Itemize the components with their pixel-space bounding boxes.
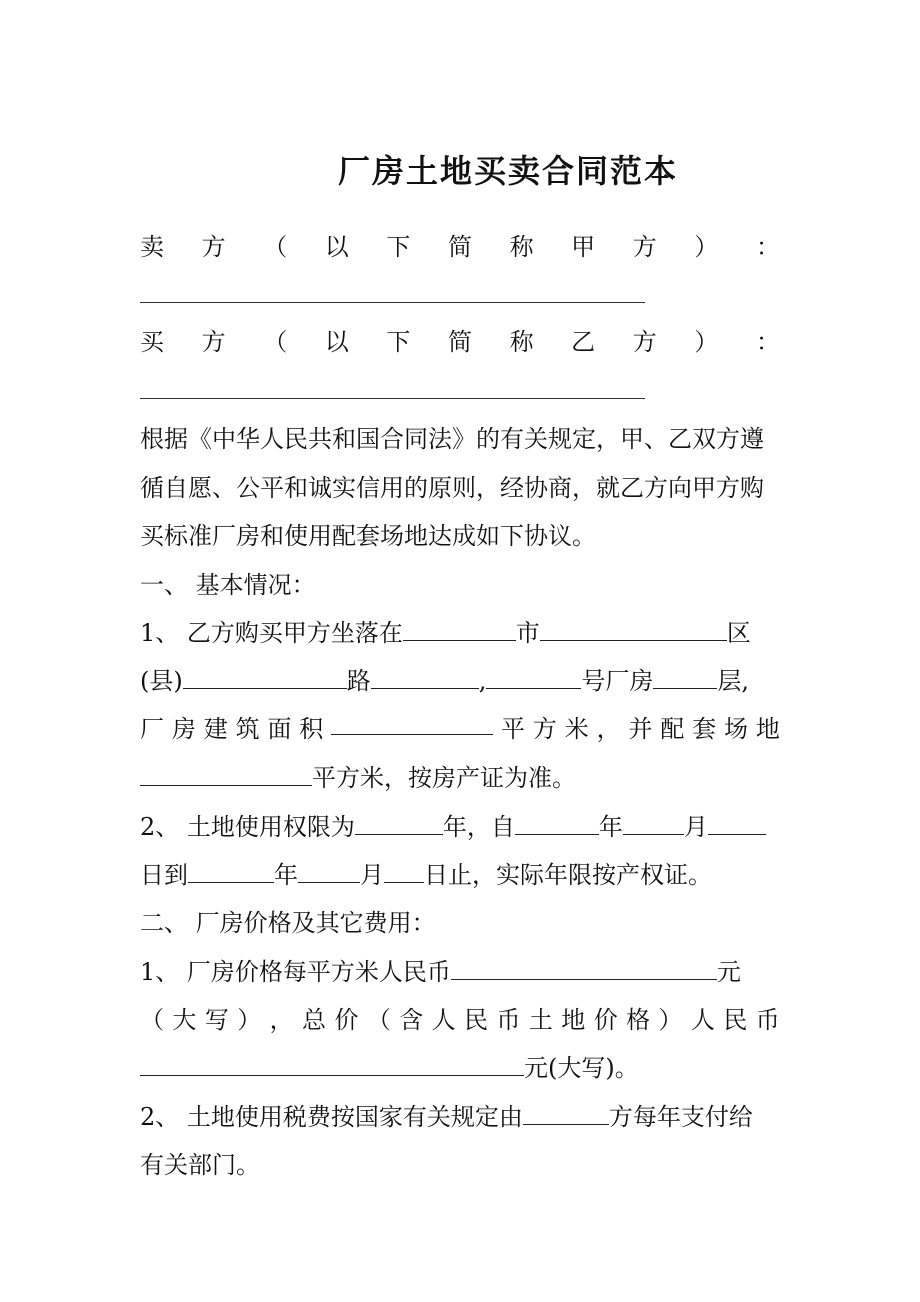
buyer-char: 买	[140, 328, 164, 356]
site-area-blank	[140, 763, 312, 786]
buyer-char: ）	[694, 328, 719, 356]
item-char: 总	[302, 1006, 327, 1034]
item-char: 写	[204, 1006, 229, 1034]
end-day-blank	[384, 860, 424, 883]
start-year-blank	[515, 812, 599, 835]
item-char: 建	[203, 715, 228, 743]
item-char: 价	[593, 1006, 618, 1034]
item-1-1-line-1	[140, 616, 780, 650]
item-text: 元(大写)。	[524, 1054, 639, 1082]
buyer-blank-line	[140, 398, 645, 399]
item-char: 面	[267, 715, 292, 743]
building-area-blank	[331, 712, 493, 735]
seller-char: 称	[509, 233, 534, 261]
buyer-char: 简	[447, 328, 472, 356]
item-1-2-line-1	[140, 810, 780, 844]
buyer-char: 乙	[571, 328, 596, 356]
item-text: 市	[515, 619, 540, 647]
item-text: 月	[683, 813, 708, 841]
item-char: ）	[658, 1006, 683, 1034]
buyer-char: 以	[324, 328, 349, 356]
item-char: 格	[626, 1006, 651, 1034]
number-blank	[486, 666, 581, 689]
seller-char: （	[263, 233, 288, 261]
buyer-char: 下	[386, 328, 411, 356]
seller-char: 下	[386, 233, 411, 261]
end-month-blank	[298, 860, 360, 883]
item-char: ）	[237, 1006, 262, 1034]
buyer-char: 称	[509, 328, 534, 356]
district-blank	[540, 618, 727, 641]
buyer-char: （	[263, 328, 288, 356]
item-text: 方每年支付给	[608, 1103, 753, 1131]
start-day-blank	[708, 812, 766, 835]
item-2-2-line-1	[140, 1100, 780, 1134]
county-blank	[183, 666, 347, 689]
item-2-1-line-3	[140, 1051, 780, 1085]
intro-line-3: 买标准厂房和使用配套场地达成如下协议。	[140, 522, 596, 550]
section-2-heading: 二、 厂房价格及其它费用：	[140, 909, 436, 937]
seller-char: 以	[324, 233, 349, 261]
item-text: 年，自	[442, 813, 515, 841]
buyer-char: 方	[201, 328, 226, 356]
item-text: 区	[726, 619, 751, 647]
buyer-char: ：	[755, 328, 780, 356]
item-text: 2、 土地使用权限为	[140, 813, 355, 841]
section-1-heading: 一、 基本情况：	[140, 571, 316, 599]
item-char: ，	[269, 1006, 294, 1034]
item-1-1-line-3	[140, 712, 780, 746]
item-char: 场	[724, 715, 749, 743]
item-char: 价	[334, 1006, 359, 1034]
seller-line	[140, 230, 780, 264]
item-1-2-line-2	[140, 858, 780, 892]
item-char: 大	[172, 1006, 197, 1034]
item-char: 民	[723, 1006, 748, 1034]
item-char: 地	[755, 715, 780, 743]
seller-char: 简	[447, 233, 472, 261]
item-text: 层,	[717, 667, 750, 695]
item-char: 厂	[140, 715, 164, 743]
item-char: 并	[628, 715, 653, 743]
buyer-char: 方	[632, 328, 657, 356]
item-text: 号厂房	[581, 667, 654, 695]
item-char: 米	[564, 715, 589, 743]
item-text: 1、 厂房价格每平方米人民币	[140, 958, 451, 986]
item-text: 元	[716, 958, 741, 986]
item-char: 人	[690, 1006, 715, 1034]
item-char: 币	[496, 1006, 521, 1034]
item-2-1-line-2	[140, 1003, 780, 1037]
item-char: ，	[596, 715, 621, 743]
seller-char: ）	[694, 233, 719, 261]
city-blank	[403, 618, 516, 641]
buyer-line	[140, 325, 780, 359]
item-char: 方	[532, 715, 557, 743]
item-text: 年	[598, 813, 623, 841]
seller-char: 卖	[140, 233, 164, 261]
item-2-2-line-2: 有关部门。	[140, 1151, 260, 1179]
item-text: 日止，实际年限按产权证。	[424, 861, 712, 889]
item-text: ,	[478, 667, 487, 695]
item-char: 筑	[235, 715, 260, 743]
intro-line-2: 循自愿、公平和诚实信用的原则，经协商，就乙方向甲方购	[140, 474, 764, 502]
payer-party-blank	[523, 1102, 609, 1125]
seller-char: 方	[201, 233, 226, 261]
item-text: 1、 乙方购买甲方坐落在	[140, 619, 403, 647]
item-char: 平	[501, 715, 526, 743]
intro-line-1: 根据《中华人民共和国合同法》的有关规定，甲、乙双方遵	[140, 425, 764, 453]
item-1-1-line-4	[140, 761, 780, 795]
unit-price-blank	[451, 957, 717, 980]
item-text: 平方米，按房产证为准。	[312, 764, 576, 792]
item-char: 地	[561, 1006, 586, 1034]
item-text: 路	[346, 667, 371, 695]
item-char: 套	[692, 715, 717, 743]
start-month-blank	[623, 812, 684, 835]
item-char: 土	[528, 1006, 553, 1034]
seller-char: 方	[632, 233, 657, 261]
item-text: (县)	[140, 667, 183, 695]
item-char: 积	[299, 715, 324, 743]
item-text: 年	[274, 861, 298, 889]
item-char: 含	[399, 1006, 424, 1034]
document-title: 厂房土地买卖合同范本	[337, 152, 678, 190]
item-2-1-line-1	[140, 955, 780, 989]
item-text: 月	[360, 861, 384, 889]
item-char: （	[366, 1006, 391, 1034]
seller-char: 甲	[571, 233, 596, 261]
term-years-blank	[355, 812, 443, 835]
seller-blank-line	[140, 302, 645, 303]
end-year-blank	[188, 860, 274, 883]
floor-blank	[653, 666, 717, 689]
seller-char: ：	[755, 233, 780, 261]
item-1-1-line-2	[140, 664, 780, 698]
item-char: 配	[660, 715, 685, 743]
item-char: （	[140, 1006, 164, 1034]
road-blank	[371, 666, 479, 689]
item-text: 日到	[140, 861, 188, 889]
item-char: 币	[755, 1006, 780, 1034]
item-char: 人	[431, 1006, 456, 1034]
item-text: 2、 土地使用税费按国家有关规定由	[140, 1103, 523, 1131]
item-char: 房	[171, 715, 196, 743]
item-char: 民	[464, 1006, 489, 1034]
total-price-blank	[140, 1053, 524, 1076]
